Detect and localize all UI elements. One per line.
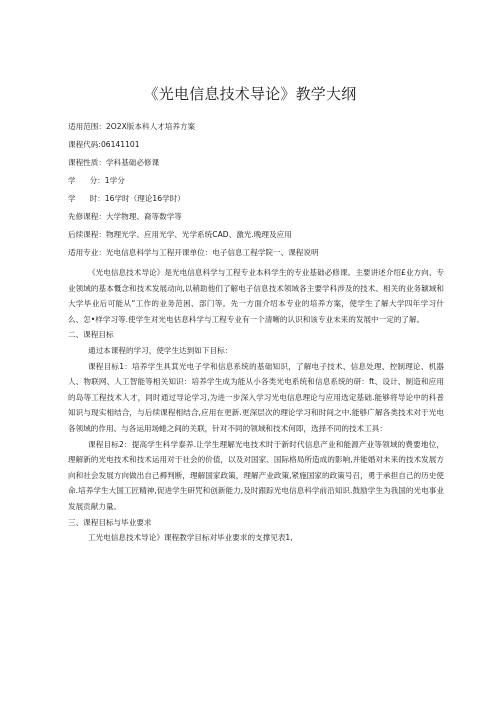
meta-label: 学 xyxy=(68,176,76,185)
document-body xyxy=(68,265,444,546)
meta-major xyxy=(68,244,448,262)
section-2-heading: 二、课程目标 xyxy=(68,330,114,340)
section-3-text: 工光电信息技术导论》课程教学目标对毕业要求的支撑见表1, xyxy=(88,533,293,543)
meta-value: 物理光学、应用光学、光学系统CAD、激光.晚理及应用 xyxy=(105,230,292,239)
goal-2-paragraph: 课程目标2：提高学生科学泰养.让学生理解光电技术时于新时代信息产业和能源产业等领域的费要地位，理解新的光电技术和技术运用对于社会的价值，以及对国家、国际格局所造成的影响,并能婚对未来的技术发展方向和社会发展方向做出自己褥判断，理解国家政策，理解产业政策,紧施国家的政策号召，勇于承担自己的历史使命.培养学生大国工匠精神,促进学生研咒和创新能力,及时跟踪光电信息科学前沿知识.鼓励学生为我国的光电事业发展贡献力量。 xyxy=(68,439,444,511)
intro-paragraph: 《光电信息技术导论》是光电信息科学与工程专业本科学生的专业基础必修课。主要讲述介绍£业方向、专业领域的基本慨念和技术发展动向,以稍助他们了解电子信息技术领域各主要学科涉及的技术、相关的业务颖域和大学毕业后可能从“工作的业务范困、部门等。先一方面介绍本专业的培养方案，使学生了解大学四年学习什么、怎•样学习等.使学生对光电估息科学与工程专业有一个清晰的认识和该专业未来的发展中一定的了解。 xyxy=(68,268,444,324)
meta-prereq xyxy=(68,208,448,226)
meta-value: 16学时（理论16学时） xyxy=(104,194,185,203)
meta-value: 大学物理、裔等数学等 xyxy=(105,212,182,221)
meta-value: 2O2X版本科人才培养方案 xyxy=(105,122,196,131)
meta-label: 分： xyxy=(89,176,105,185)
meta-label: 课程性质： xyxy=(68,158,106,167)
meta-followup xyxy=(68,226,448,244)
meta-value: 光电信息科学与工程开课单位：电子信息工程学院一、课程说明 xyxy=(105,248,319,257)
meta-hours xyxy=(68,190,448,208)
section-2-lead: 通过本课程的学习，使学生达到如下目标： xyxy=(88,345,233,355)
goal-1-paragraph: 课程目标1：培养学生具萁光电子学和信息系统的基础知识，了解电子技术、信息处理、控制理论、机器人、物联网、人工智能等相关知识：培养学生成为能从小各类光电系统和信息系统的研：ft、设计、制造和应用的岛等工程技术人才，同时通过导论学习,为进一步深入学习光电信息理论与应用选定基础.能够将导论中的科普知识与现实相结合，与后续课程相结合,应用在更新.更深层次的理论学习和时间之中.能够广解各类技术对于光电各领域的作用、与各运用场蜷之间的关联，针对不同的领域和技术何即，选择不同的技术工具： xyxy=(68,361,444,433)
section-3-heading: 三、课程目标与毕业要求 xyxy=(68,517,152,527)
meta-value: 学科基础必修课 xyxy=(105,158,160,167)
meta-label: 后续课程： xyxy=(68,230,106,239)
meta-label: 适用范围： xyxy=(68,122,106,131)
course-meta xyxy=(68,118,448,262)
meta-nature xyxy=(68,154,448,172)
meta-label: 学 xyxy=(68,194,76,203)
meta-value: 06141101 xyxy=(100,140,140,149)
meta-scope xyxy=(68,118,448,136)
meta-value: 1学分 xyxy=(104,176,125,185)
meta-credits xyxy=(68,172,448,190)
meta-label: 先修课程： xyxy=(68,212,106,221)
meta-label: 时： xyxy=(89,194,105,203)
meta-code xyxy=(68,136,448,154)
document-title: 《光电信息技术导论》教学大纲 xyxy=(143,85,357,103)
meta-label: 适用专业： xyxy=(68,248,106,257)
meta-label: 课程代码: xyxy=(68,140,101,149)
